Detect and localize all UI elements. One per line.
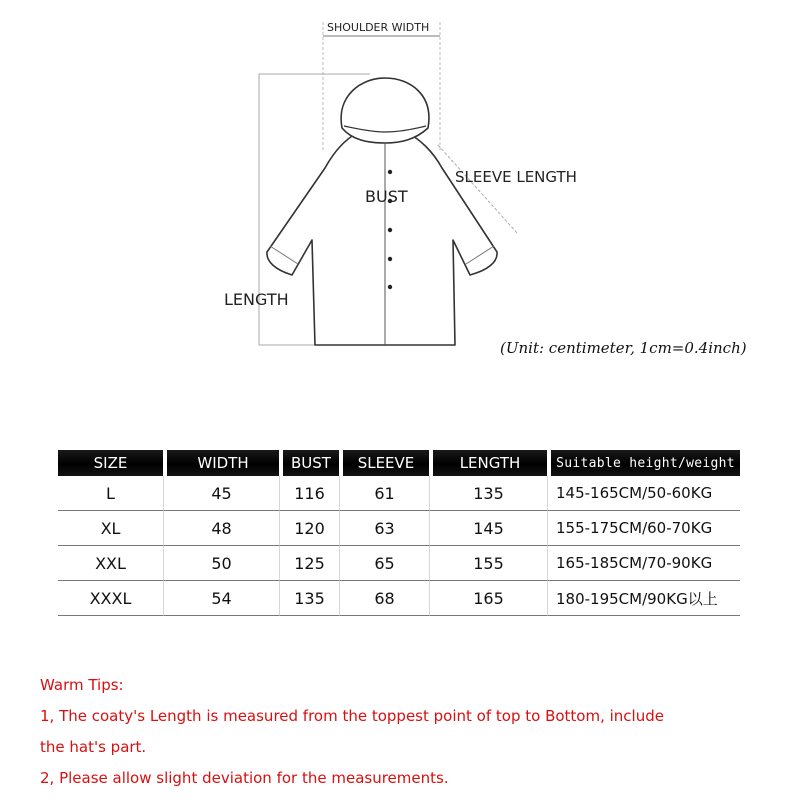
table-row — [58, 546, 740, 581]
cell-sleeve: 65 — [339, 546, 429, 581]
cell-width: 48 — [163, 511, 279, 546]
table-row — [58, 476, 740, 511]
header-bust: BUST — [279, 450, 339, 476]
size-chart-table — [58, 450, 740, 616]
cell-length: 135 — [429, 476, 547, 511]
cell-suitable: 155-175CM/60-70KG — [547, 511, 740, 546]
warm-tips — [40, 670, 780, 794]
cell-suitable: 165-185CM/70-90KG — [547, 546, 740, 581]
header-width: WIDTH — [163, 450, 279, 476]
table-row — [58, 581, 740, 616]
cell-length: 155 — [429, 546, 547, 581]
cell-bust: 135 — [279, 581, 339, 616]
cell-size: XXXL — [58, 581, 163, 616]
cell-size: XXL — [58, 546, 163, 581]
header-length: LENGTH — [429, 450, 547, 476]
shoulder-width-label: SHOULDER WIDTH — [327, 21, 430, 34]
cell-width: 54 — [163, 581, 279, 616]
cell-width: 50 — [163, 546, 279, 581]
cell-width: 45 — [163, 476, 279, 511]
table-row — [58, 511, 740, 546]
header-sleeve: SLEEVE — [339, 450, 429, 476]
tip-line: the hat's part. — [40, 738, 147, 756]
cell-bust: 125 — [279, 546, 339, 581]
cell-length: 165 — [429, 581, 547, 616]
cell-sleeve: 61 — [339, 476, 429, 511]
tips-title: Warm Tips: — [40, 676, 124, 694]
table-header-row — [58, 450, 740, 476]
cell-suitable: 145-165CM/50-60KG — [547, 476, 740, 511]
sleeve-length-label: SLEEVE LENGTH — [455, 168, 577, 186]
header-suitable-height-weight: Suitable height/weight — [547, 450, 740, 476]
unit-note: (Unit: centimeter, 1cm=0.4inch) — [500, 339, 747, 357]
cell-size: L — [58, 476, 163, 511]
cell-sleeve: 63 — [339, 511, 429, 546]
cell-suitable: 180-195CM/90KG以上 — [547, 581, 740, 616]
cell-sleeve: 68 — [339, 581, 429, 616]
cell-length: 145 — [429, 511, 547, 546]
cell-size: XL — [58, 511, 163, 546]
tip-line: 1, The coaty's Length is measured from the toppest point of top to Bottom, include — [40, 707, 664, 725]
length-label: LENGTH — [224, 290, 289, 309]
cell-bust: 116 — [279, 476, 339, 511]
cell-bust: 120 — [279, 511, 339, 546]
tip-line: 2, Please allow slight deviation for the measurements. — [40, 769, 449, 787]
header-size: SIZE — [58, 450, 163, 476]
bust-label: BUST — [365, 187, 408, 206]
